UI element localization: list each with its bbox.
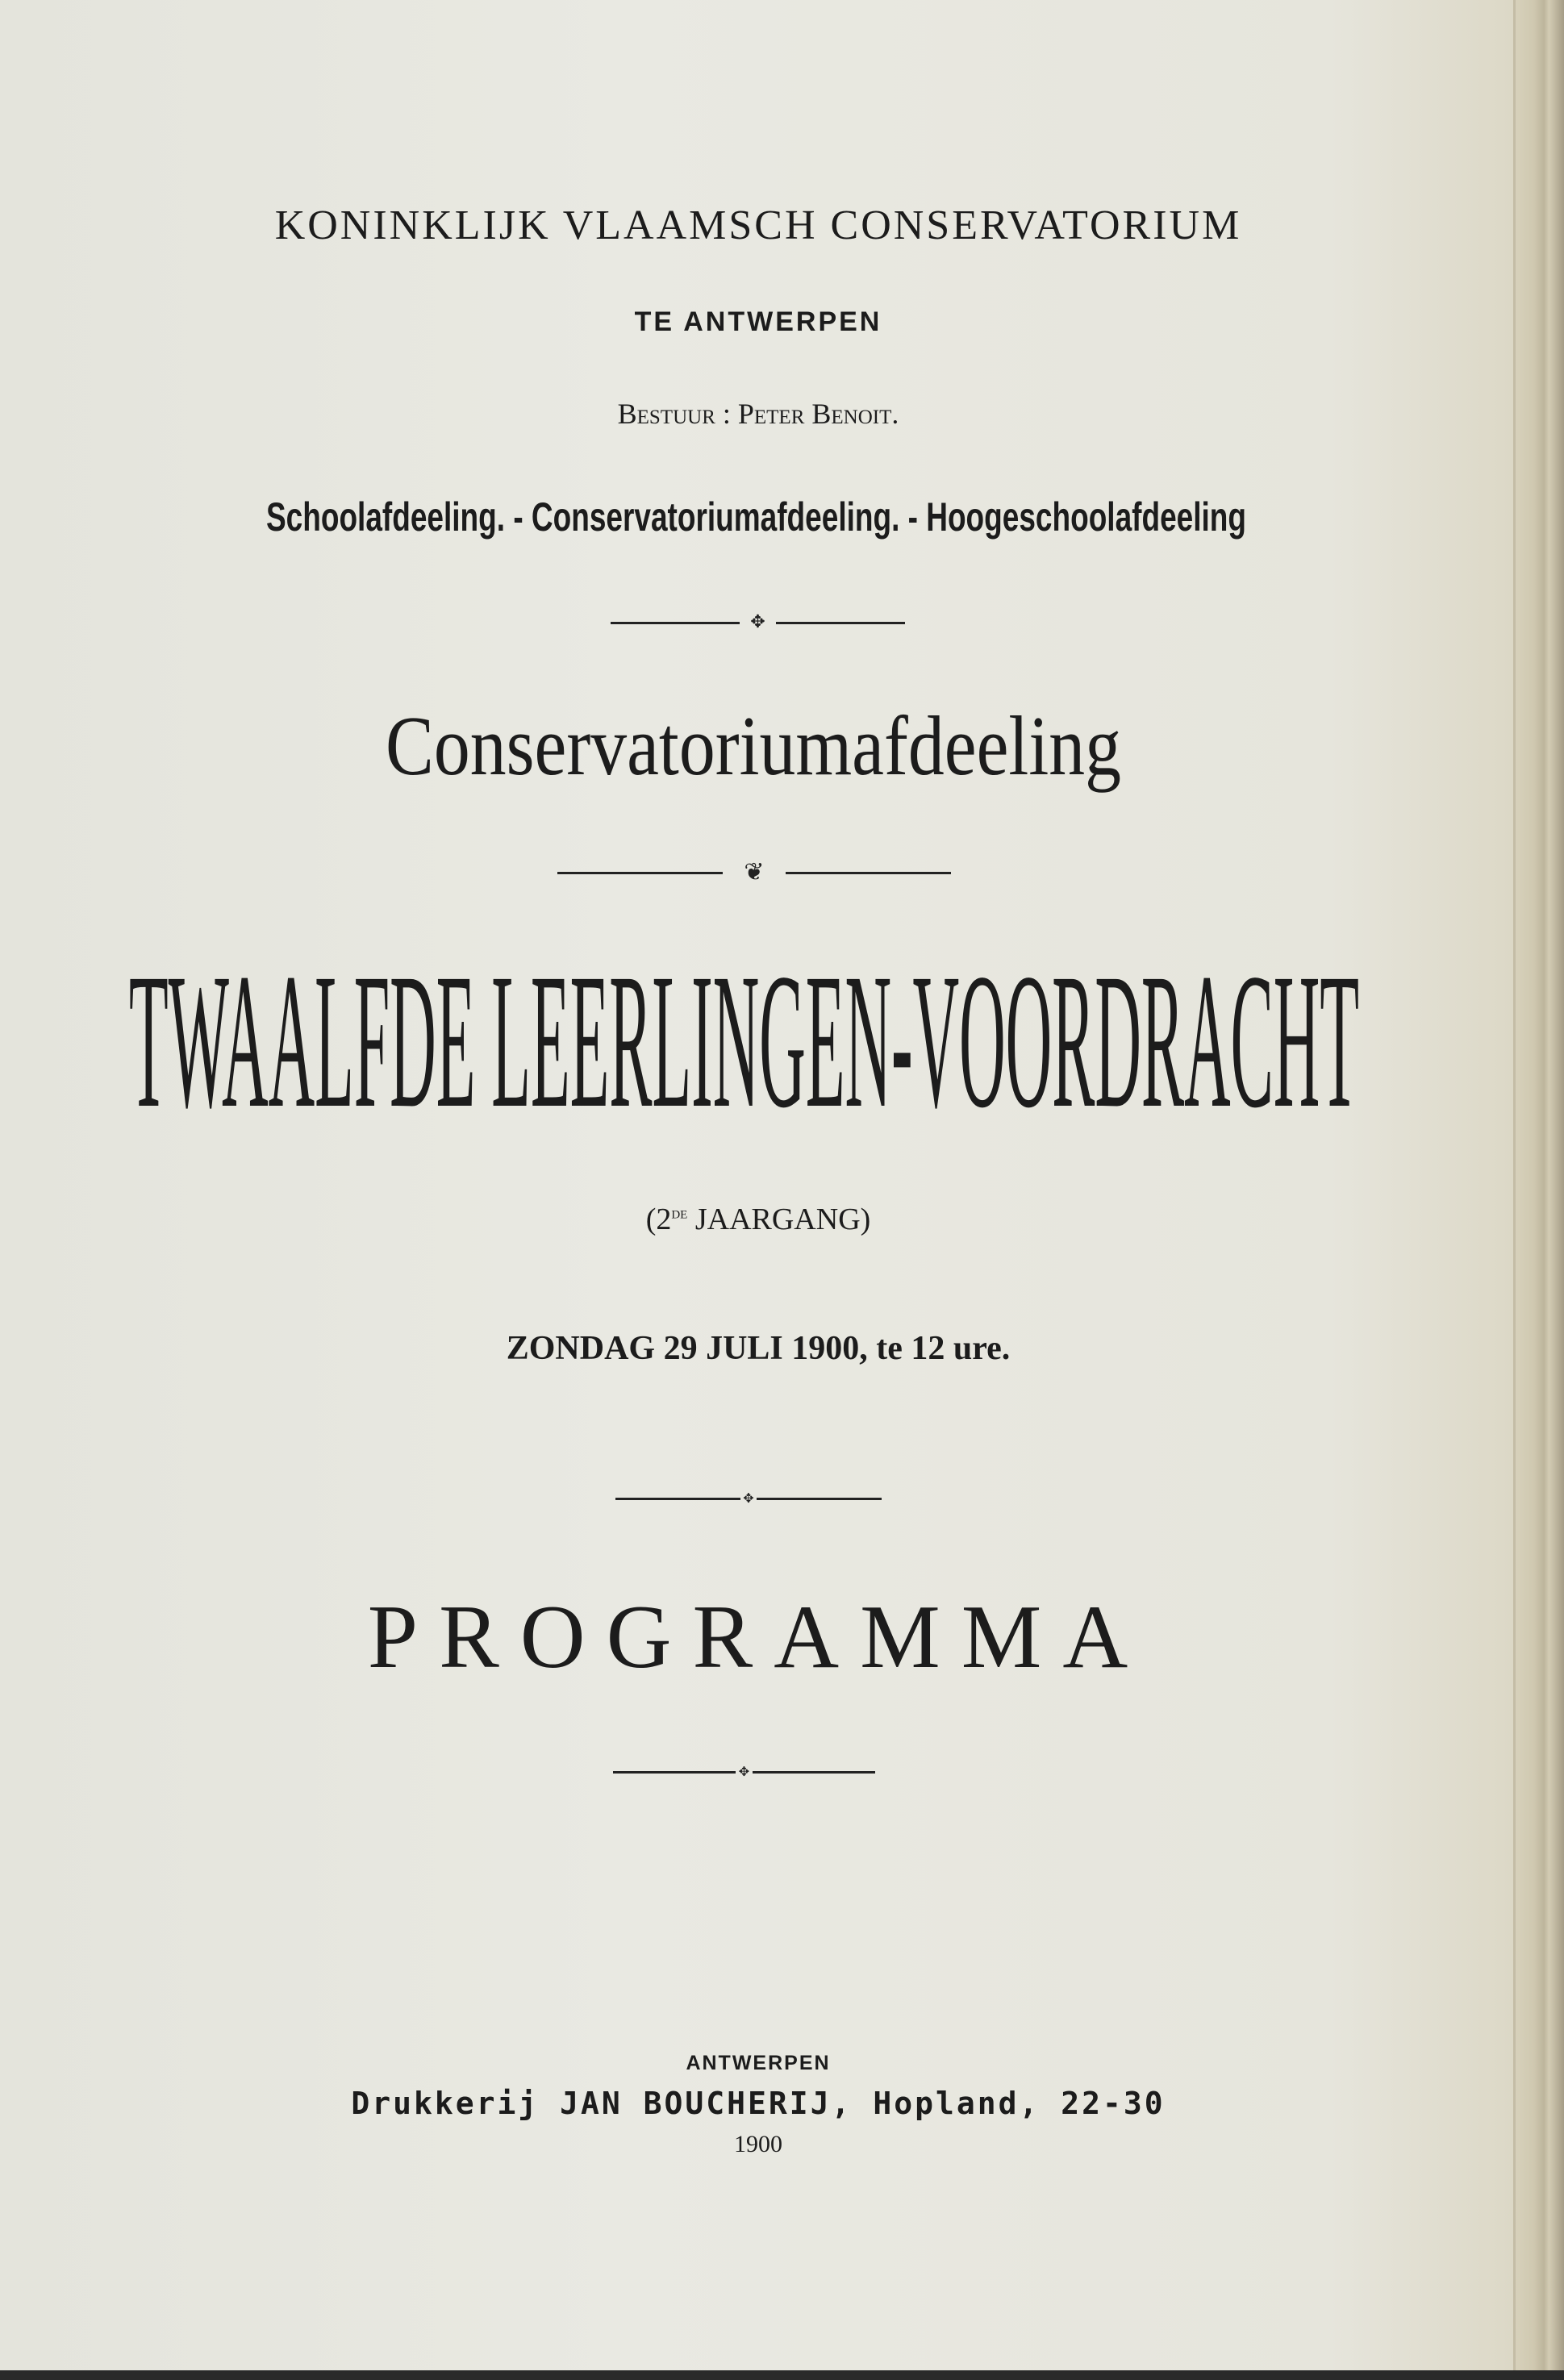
ornament-divider: ✥ (613, 1762, 875, 1782)
imprint-printer: Drukkerij JAN BOUCHERIJ, Hopland, 22-30 (351, 2086, 1166, 2121)
page-edge-shadow (1514, 0, 1564, 2380)
direction: Bestuur : Peter Benoit. (617, 398, 899, 430)
institution-name: KONINKLIJK VLAAMSCH CONSERVATORIUM (274, 202, 1242, 248)
section-title-line (386, 694, 1121, 798)
imprint-place: ANTWERPEN (686, 2052, 831, 2074)
imprint-year: 1900 (734, 2131, 782, 2157)
event-date: ZONDAG 29 JULI 1900, te 12 ure. (506, 1330, 1011, 1367)
page-fold-line (1513, 0, 1516, 2380)
ornament-divider: ❦ (557, 863, 951, 882)
main-title: TWAALFDE LEERLINGEN-VOORDRACHT (129, 933, 1359, 1148)
ornament-divider: ✥ (615, 1489, 882, 1508)
main-title-line (129, 933, 1359, 1148)
programme-heading: PROGRAMMA (367, 1587, 1149, 1687)
departments: Schoolafdeeling. - Conservatoriumafdeeling. - Hoogeschoolafdeeling (266, 494, 1246, 540)
year-label: (2de JAARGANG) (645, 1202, 871, 1236)
section-title: Conservatoriumafdeeling (386, 698, 1121, 793)
city: TE ANTWERPEN (634, 306, 882, 337)
ornament-divider: ✥ (611, 613, 905, 632)
departments-line (266, 484, 1246, 548)
bottom-edge (0, 2370, 1564, 2380)
